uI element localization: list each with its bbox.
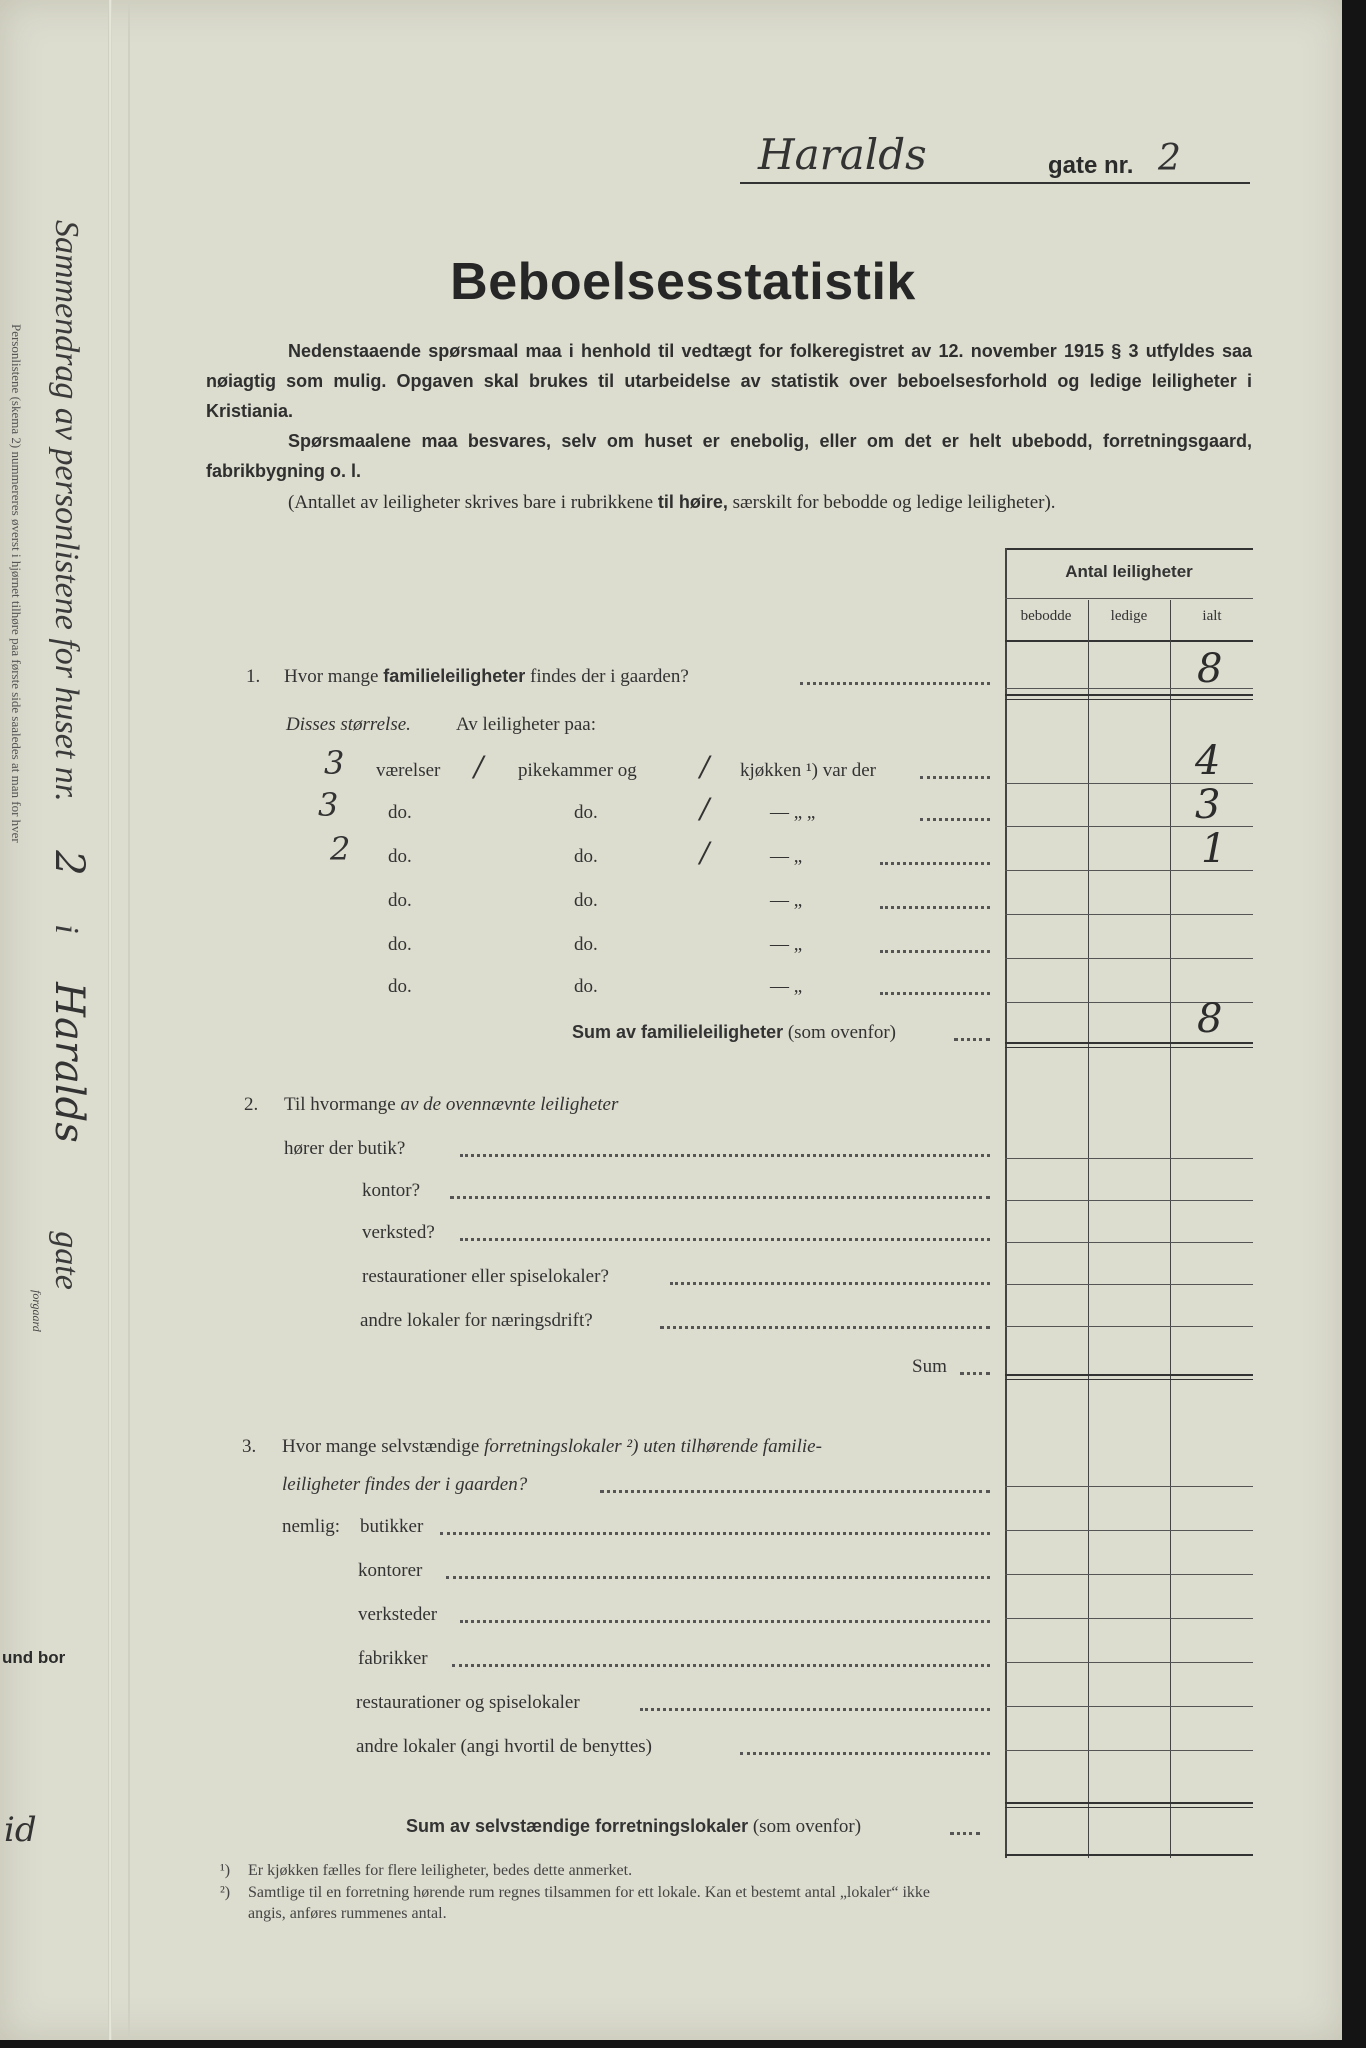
- sidebar-vertical-label: Sammendrag av personlistene for huset nr.: [48, 220, 85, 802]
- sum1-label-b: (som ovenfor): [787, 1022, 896, 1043]
- row-restaurationer-line: [1005, 1706, 1253, 1707]
- sum3-label-b: (som ovenfor): [752, 1816, 862, 1837]
- footnote-1-mark: ¹): [220, 1862, 231, 1879]
- intro-paragraph-2: Spørsmaalene maa besvares, selv om huset er enebolig, eller om det er helt ubebodd, forretningsgaard, fabrikbygning o. l.: [206, 431, 1252, 481]
- sidebar-und-bor: und bor: [2, 1648, 66, 1667]
- q1-number: 1.: [246, 666, 261, 687]
- size-row-1-w2: pikekammer og: [518, 760, 637, 781]
- row-kontor-line: [1005, 1200, 1253, 1201]
- size-row-6-w3: — „: [770, 976, 803, 997]
- intro-p3-c: særskilt for bebodde og ledige leiligheter).: [732, 492, 1056, 513]
- footnote-1: Er kjøkken fælles for flere leiligheter, bedes dette anmerket.: [248, 1862, 633, 1879]
- row-sum3-line: [1005, 1802, 1253, 1808]
- sum3-label-a: Sum av selvstændige forretningslokaler: [406, 1816, 749, 1836]
- col-header-ialt: ialt: [1202, 608, 1222, 624]
- size-row-6-w2: do.: [574, 976, 598, 997]
- size-row-4-w3: — „: [770, 890, 803, 911]
- size-row-1-maid: /: [474, 750, 484, 783]
- sum1-label-a: Sum av familieleiligheter: [572, 1022, 784, 1042]
- row-size-4-line: [1005, 914, 1253, 915]
- size-row-5-dots: [880, 948, 990, 953]
- q2-item-verksted: verksted?: [362, 1222, 435, 1243]
- q2-text-b: av de ovennævnte leiligheter: [400, 1094, 619, 1115]
- sidebar-separator: i: [48, 924, 85, 934]
- q2-item-kontor-dots: [450, 1194, 990, 1199]
- footnote-2-mark: ²): [220, 1884, 231, 1901]
- col-divider-2: [1170, 600, 1171, 1858]
- row-andre-lokaler-line: [1005, 1750, 1253, 1751]
- q3-item-verksteder: verksteder: [358, 1604, 438, 1625]
- row-size-5-line: [1005, 958, 1253, 959]
- intro-p3-a: (Antallet av leiligheter skrives bare i rubrikkene: [288, 492, 654, 513]
- q1-question: [284, 666, 689, 688]
- size-row-4-w1: do.: [388, 890, 412, 911]
- table-header-main: Antal leiligheter: [1065, 562, 1193, 581]
- q3-text-b: forretningslokaler ²) uten tilhørende familie-: [484, 1436, 822, 1457]
- q3-item-restaurationer-dots: [640, 1706, 990, 1711]
- row-sum1-line: [1005, 1042, 1253, 1048]
- q3-number: 3.: [242, 1436, 257, 1457]
- sum3-label: [406, 1816, 861, 1838]
- size-row-5-w2: do.: [574, 934, 598, 955]
- q1-text-b: familieleiligheter: [383, 666, 526, 686]
- size-row-4-w2: do.: [574, 890, 598, 911]
- sum1-label: [572, 1022, 896, 1044]
- intro-paragraph-1: Nedenstaaende spørsmaal maa i henhold til vedtægt for folkeregistret av 12. november 1915 § 3 utfyldes saa nøiagtig som mulig. Opgaven skal brukes til utarbeidelse av statistik over beboelsesforhold og ledige leiligheter i Kristiania.: [206, 341, 1252, 421]
- sidebar-vertical-text: [46, 220, 92, 1290]
- row-andre-line: [1005, 1326, 1253, 1327]
- row-restaurant-line: [1005, 1284, 1253, 1285]
- size-row-5-w1: do.: [388, 934, 412, 955]
- q2-item-kontor: kontor?: [362, 1180, 421, 1201]
- row-q1-total-line: [1005, 694, 1253, 700]
- summary-sidebar: [6, 220, 106, 1720]
- size-row-3-ialt: 1: [1201, 826, 1227, 872]
- size-text: Av leiligheter paa:: [456, 714, 596, 735]
- q3-question-line1: [282, 1436, 822, 1458]
- house-number: 2: [1158, 138, 1181, 179]
- col-header-ledige: ledige: [1110, 608, 1148, 624]
- size-row-5-w3: — „: [770, 934, 803, 955]
- q2-item-andre-dots: [660, 1324, 990, 1329]
- size-row-1-rooms: 3: [324, 744, 345, 782]
- q3-item-andre-dots: [740, 1750, 990, 1755]
- page-title: Beboelsesstatistik: [450, 253, 916, 311]
- q3-item-andre: andre lokaler (angi hvortil de benyttes): [356, 1736, 652, 1757]
- q2-item-restaurant-dots: [670, 1280, 990, 1285]
- intro-paragraph-3: [206, 487, 1252, 518]
- sidebar-gate: gate: [48, 1231, 85, 1290]
- table-header-bottom: [1005, 640, 1253, 642]
- q2-item-restaurant: restaurationer eller spiselokaler?: [362, 1266, 609, 1287]
- size-row-3-rooms: 2: [330, 830, 351, 868]
- row-butikker-line: [1005, 1530, 1253, 1531]
- sidebar-instruction-text: Personlistene (skema 2) nummereres øverst i hjørnet tilhøre paa første side saaledes at man for hver: [9, 324, 24, 843]
- q3-item-kontorer: kontorer: [358, 1560, 423, 1581]
- q3-question-dots: [600, 1488, 990, 1493]
- sidebar-house-number: 2: [46, 850, 92, 876]
- street-line: [740, 130, 1250, 184]
- q3-item-butikker: butikker: [360, 1516, 424, 1537]
- size-row-4-dots: [880, 904, 990, 909]
- col-header-bebodde: bebodde: [1020, 608, 1072, 624]
- size-row-1-dots: [920, 774, 990, 779]
- q2-question: [284, 1094, 618, 1116]
- q3-prefix: nemlig:: [282, 1516, 341, 1537]
- sum3-dots: [950, 1830, 980, 1835]
- size-row-6-dots: [880, 990, 990, 995]
- size-row-2-w1: do.: [388, 802, 412, 823]
- q3-item-restaurationer: restaurationer og spiselokaler: [356, 1692, 580, 1713]
- size-row-2-ialt: 3: [1195, 782, 1221, 828]
- q3-text-a: Hvor mange selvstændige: [282, 1436, 480, 1457]
- size-label: Disses størrelse.: [286, 714, 411, 735]
- q2-item-andre: andre lokaler for næringsdrift?: [360, 1310, 593, 1331]
- q2-item-butik: hører der butik?: [284, 1138, 406, 1159]
- gate-label: gate nr.: [1048, 152, 1134, 179]
- size-row-2-kitchen: /: [700, 792, 710, 825]
- size-row-3-w1: do.: [388, 846, 412, 867]
- street-name: Haralds: [758, 130, 927, 179]
- table-bottom-line: [1005, 1854, 1253, 1856]
- apartment-count-table: [1005, 548, 1253, 1858]
- q2-text-a: Til hvormange: [284, 1094, 396, 1115]
- q3-item-butikker-dots: [440, 1530, 990, 1535]
- size-row-6-w1: do.: [388, 976, 412, 997]
- row-verksteder-line: [1005, 1618, 1253, 1619]
- sidebar-bottom-handwriting: id: [4, 1810, 37, 1850]
- q3-text-c: leiligheter findes der i gaarden?: [282, 1474, 528, 1495]
- q3-item-verksteder-dots: [460, 1618, 990, 1623]
- table-top-line: [1005, 548, 1253, 550]
- size-row-1-kitchen: /: [700, 750, 710, 783]
- table-header-divider: [1005, 598, 1253, 599]
- size-row-2-rooms: 3: [318, 786, 339, 824]
- col-divider-1: [1088, 600, 1089, 1858]
- sum1-value: 8: [1197, 996, 1223, 1042]
- q1-total-value: 8: [1197, 646, 1223, 692]
- q2-item-butik-dots: [460, 1152, 990, 1157]
- q3-item-kontorer-dots: [446, 1574, 990, 1579]
- size-row-2-dots: [920, 816, 990, 821]
- q3-item-fabrikker: fabrikker: [358, 1648, 428, 1669]
- scan-border: [1342, 0, 1366, 2048]
- q2-item-verksted-dots: [460, 1236, 990, 1241]
- size-row-2-w2: do.: [574, 802, 598, 823]
- size-row-3-kitchen: /: [700, 836, 710, 869]
- size-row-1-ialt: 4: [1195, 738, 1221, 784]
- row-q3-line: [1005, 1486, 1253, 1487]
- row-butik-line: [1005, 1158, 1253, 1159]
- size-row-3-w3: — „: [770, 846, 803, 867]
- q2-number: 2.: [244, 1094, 259, 1115]
- sum1-dots: [954, 1036, 990, 1041]
- size-row-3-w2: do.: [574, 846, 598, 867]
- size-row-2-w3: — „ „: [770, 802, 816, 823]
- row-kontorer-line: [1005, 1574, 1253, 1575]
- q1-leader-dots: [800, 680, 990, 685]
- q2-sum-label: Sum: [912, 1356, 947, 1377]
- sidebar-forgaard: forgaard: [30, 1290, 44, 1332]
- q1-text-a: Hvor mange: [284, 666, 379, 687]
- row-verksted-line: [1005, 1242, 1253, 1243]
- size-row-1-w3: kjøkken ¹) var der: [740, 760, 877, 781]
- q3-item-fabrikker-dots: [452, 1662, 990, 1667]
- row-sum2-line: [1005, 1374, 1253, 1380]
- q2-sum-dots: [960, 1370, 990, 1375]
- size-row-3-dots: [880, 860, 990, 865]
- intro-p3-b: til høire,: [657, 492, 728, 512]
- size-row-1-w1: værelser: [376, 760, 441, 781]
- row-fabrikker-line: [1005, 1662, 1253, 1663]
- sidebar-street: Haralds: [46, 982, 92, 1143]
- q1-text-c: findes der i gaarden?: [530, 666, 689, 687]
- footnote-2: Samtlige til en forretning hørende rum regnes tilsammen for ett lokale. Kan et bestemt antal „lokaler“ ikke angis, anføres rummenes antal.: [248, 1884, 930, 1922]
